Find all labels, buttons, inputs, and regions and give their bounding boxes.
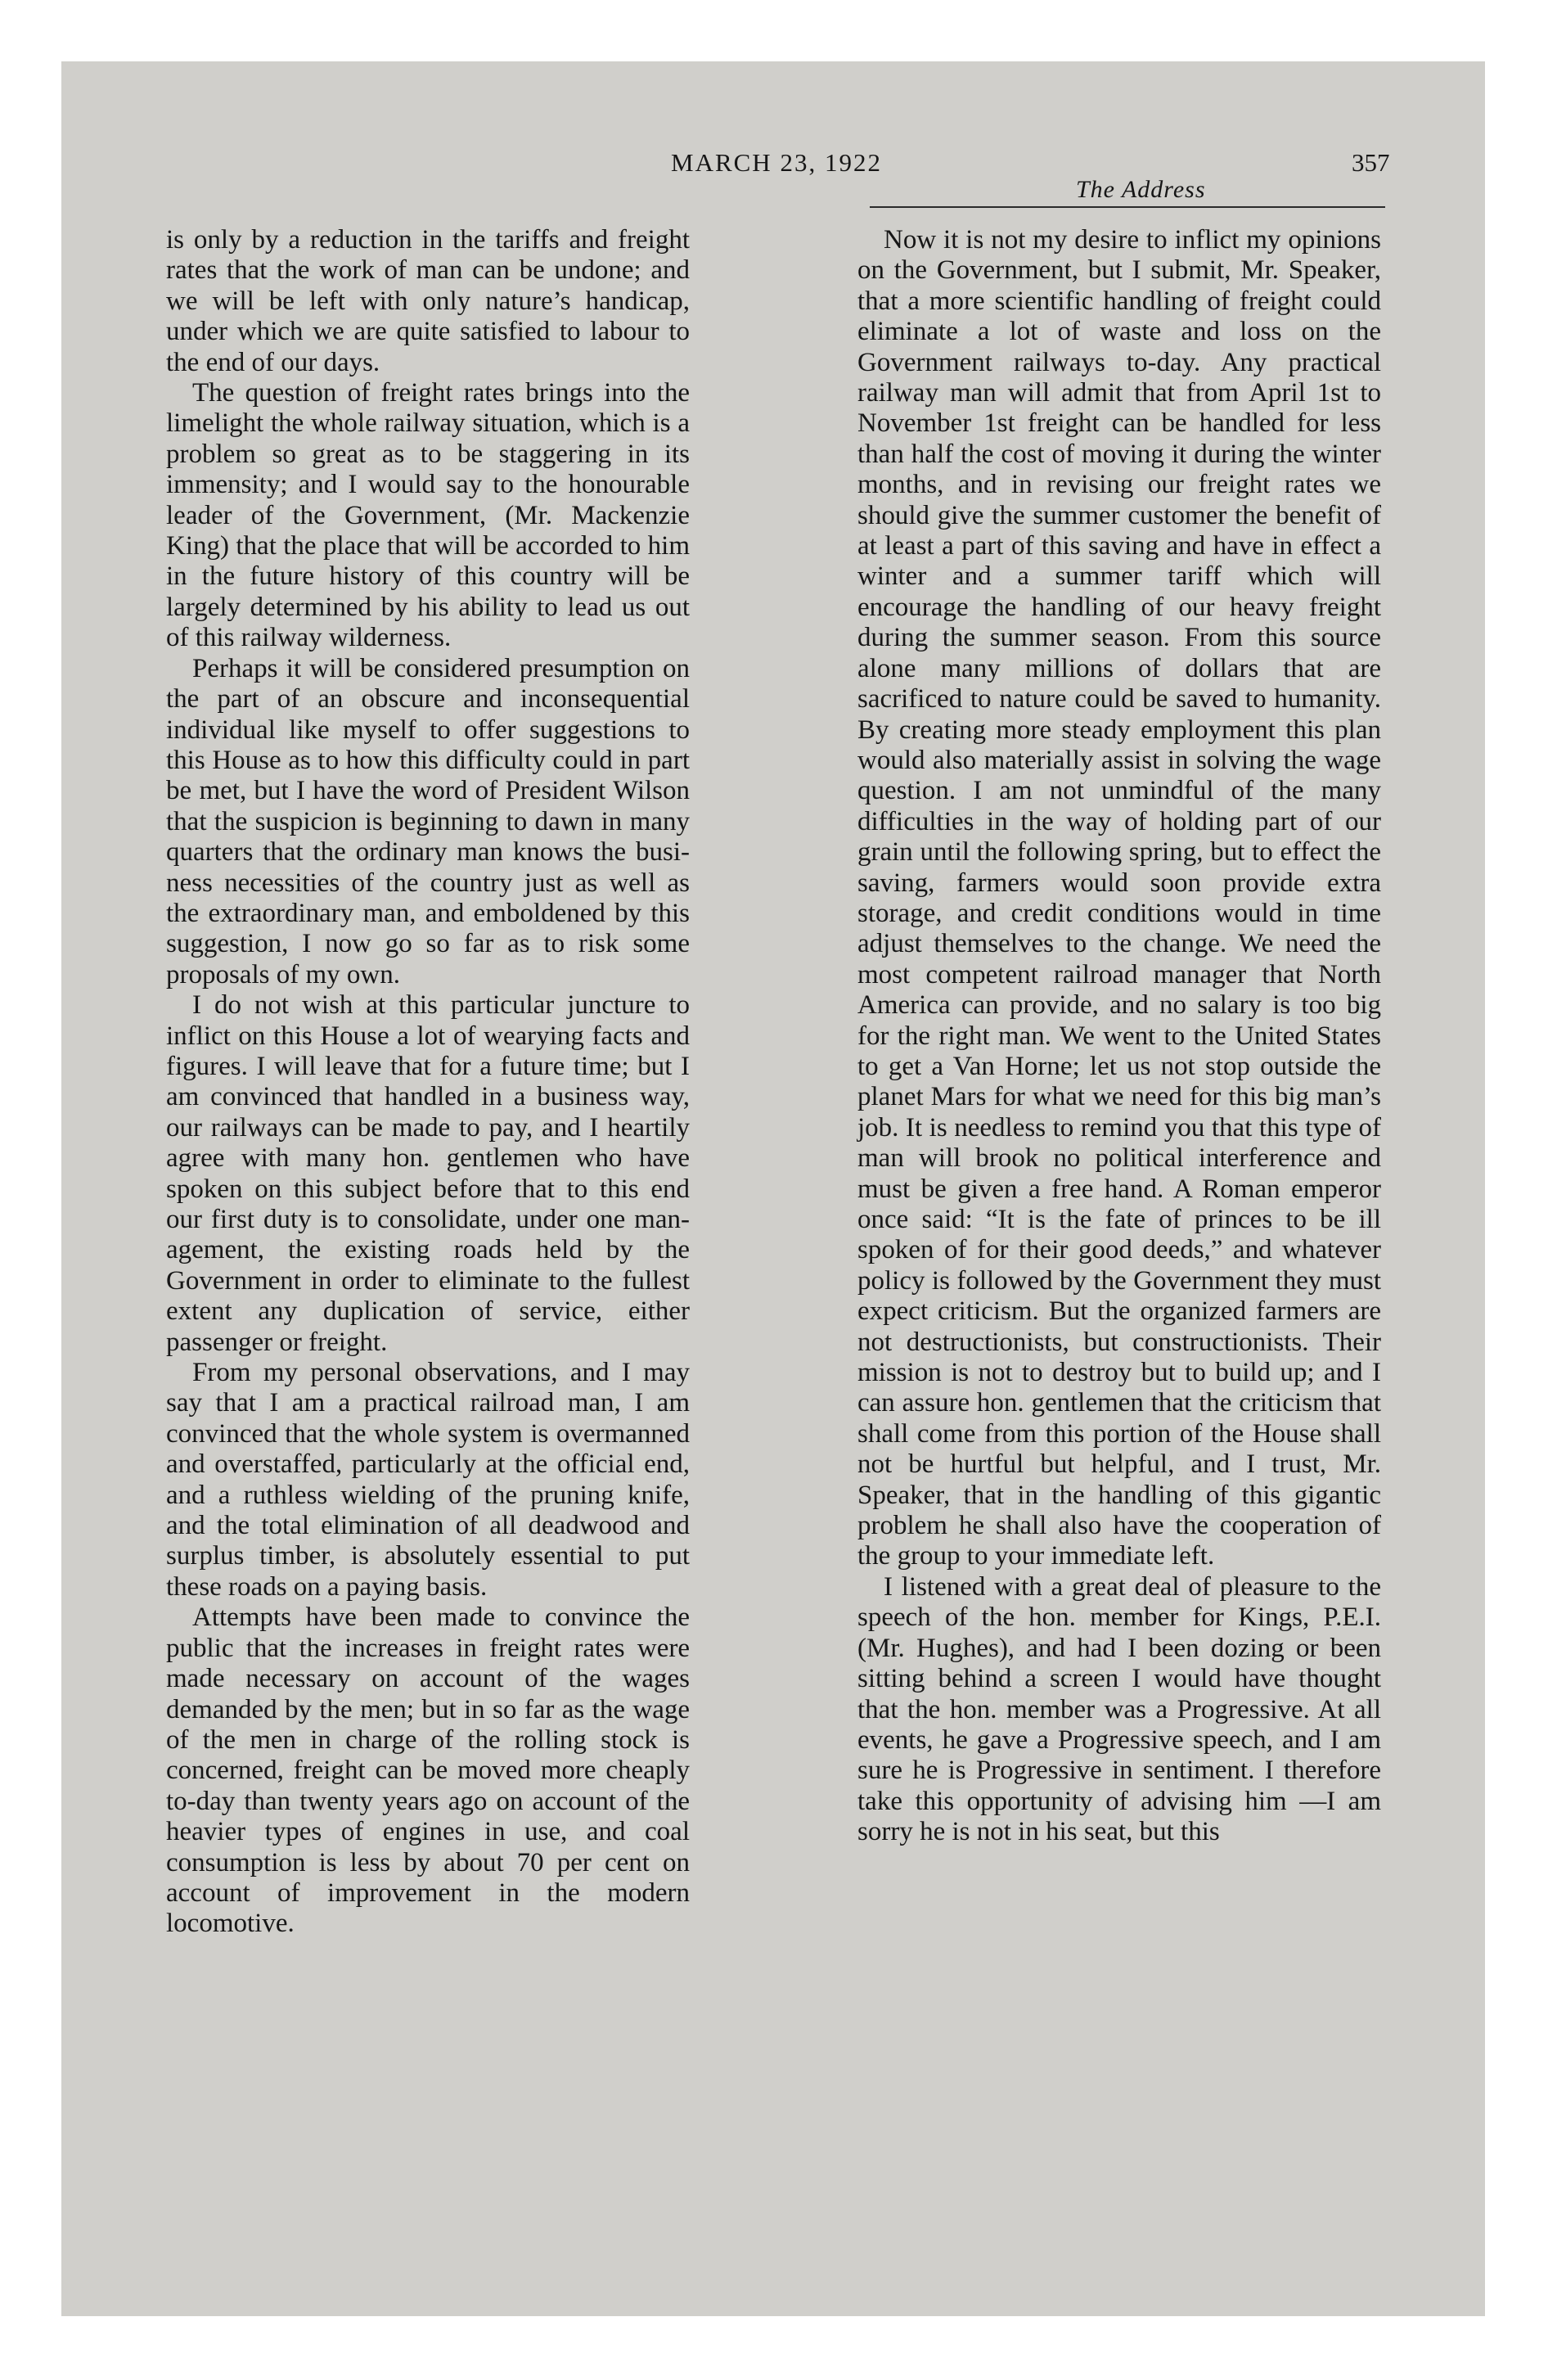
section-title: The Address (1076, 176, 1206, 203)
page-number: 357 (1352, 148, 1390, 177)
paragraph: I listened with a great deal of pleasure to the speech of the hon. member for Kings, P.E.I. (Mr. Hughes), and had I been dozing or been sitting behind a screen I would have thought that the hon. member was a Progressive. At all events, he gave a Progressive speech, and I am sure he is Progressive in sentiment. I therefore take this opportunity of advising him —I am sorry he is not in his seat, but this (857, 1571, 1381, 1847)
page-date: MARCH 23, 1922 (671, 148, 882, 177)
paragraph: Attempts have been made to convince the public that the increases in freight rates were made necessary on account of the wages demanded by the men; but in so far as the wage of the men in charge of the rolling stock is concerned, freight can be moved more cheaply to-day than twenty years ago on account of the heavier types of engines in use, and coal consumption is less by about 70 per cent on account of improvement in the modern locomotive. (166, 1602, 690, 1939)
left-column (166, 225, 690, 1940)
paragraph: Perhaps it will be considered presumption on the part of an obscure and inconsequential individual like myself to offer suggestions to this House as to how this difficulty could in part be met, but I have the word of President Wilson that the suspicion is beginning to dawn in many quarters that the ordinary man knows the business necessities of the country just as well as the extraordinary man, and emboldened by this suggestion, I now go so far as to risk some proposals of my own. (166, 653, 690, 989)
scan-background (61, 61, 1485, 2316)
document-page (61, 61, 1485, 2316)
paragraph: I do not wish at this particular juncture to inflict on this House a lot of wearying facts and figures. I will leave that for a future time; but I am convinced that handled in a business way, our railways can be made to pay, and I heartily agree with many hon. gentlemen who have spoken on this subject before that to this end our first duty is to consolidate, under one management, the existing roads held by the Government in order to eliminate to the fullest extent any duplication of service, either passenger or freight. (166, 990, 690, 1357)
right-column (857, 225, 1381, 1848)
header-rule (870, 206, 1385, 208)
paragraph: Now it is not my desire to inflict my opinions on the Government, but I submit, Mr. Speaker, that a more scientific handling of freight could eliminate a lot of waste and loss on the Government railways to-day. Any practical railway man will admit that from April 1st to November 1st freight can be handled for less than half the cost of moving it during the winter months, and in revising our freight rates we should give the summer customer the benefit of at least a part of this saving and have in effect a winter and a summer tariff which will encourage the handling of our heavy freight during the summer season. From this source alone many millions of dollars that are sacrificed to nature could be saved to humanity. By creating more steady employment this plan would also materially assist in solving the wage question. I am not unmindful of the many difficulties in the way of holding part of our grain until the following spring, but to effect the saving, farmers would soon provide extra storage, and credit conditions would in time adjust themselves to the change. We need the most competent railroad manager that North America can provide, and no salary is too big for the right man. We went to the United States to get a Van Horne; let us not stop outside the planet Mars for what we need for this big man’s job. It is needless to remind you that this type of man will brook no political interference and must be given a free hand. A Roman emperor once said: “It is the fate of princes to be ill spoken of for their good deeds,” and whatever policy is followed by the Government they must expect criticism. But the organized farmers are not destructionists, but constructionists. Their mission is not to destroy but to build up; and I can assure hon. gentlemen that the criticism that shall come from this portion of the House shall not be hurtful but helpful, and I trust, Mr. Speaker, that in the handling of this gigantic problem he shall also have the cooperation of the group to your immediate left. (857, 225, 1381, 1571)
paragraph: From my personal observations, and I may say that I am a practical railroad man, I am convinced that the whole system is overmanned and overstaffed, particularly at the official end, and a ruthless wielding of the pruning knife, and the total elimination of all deadwood and surplus timber, is absolutely essential to put these roads on a paying basis. (166, 1358, 690, 1602)
paragraph: The question of freight rates brings into the limelight the whole railway situation, which is a problem so great as to be staggering in its immensity; and I would say to the honourable leader of the Government, (Mr. Mackenzie King) that the place that will be accorded to him in the future history of this country will be largely determined by his ability to lead us out of this railway wilderness. (166, 378, 690, 653)
paragraph: is only by a reduction in the tariffs and freight rates that the work of man can be undone; and we will be left with only nature’s handicap, under which we are quite satisfied to labour to the end of our days. (166, 225, 690, 377)
